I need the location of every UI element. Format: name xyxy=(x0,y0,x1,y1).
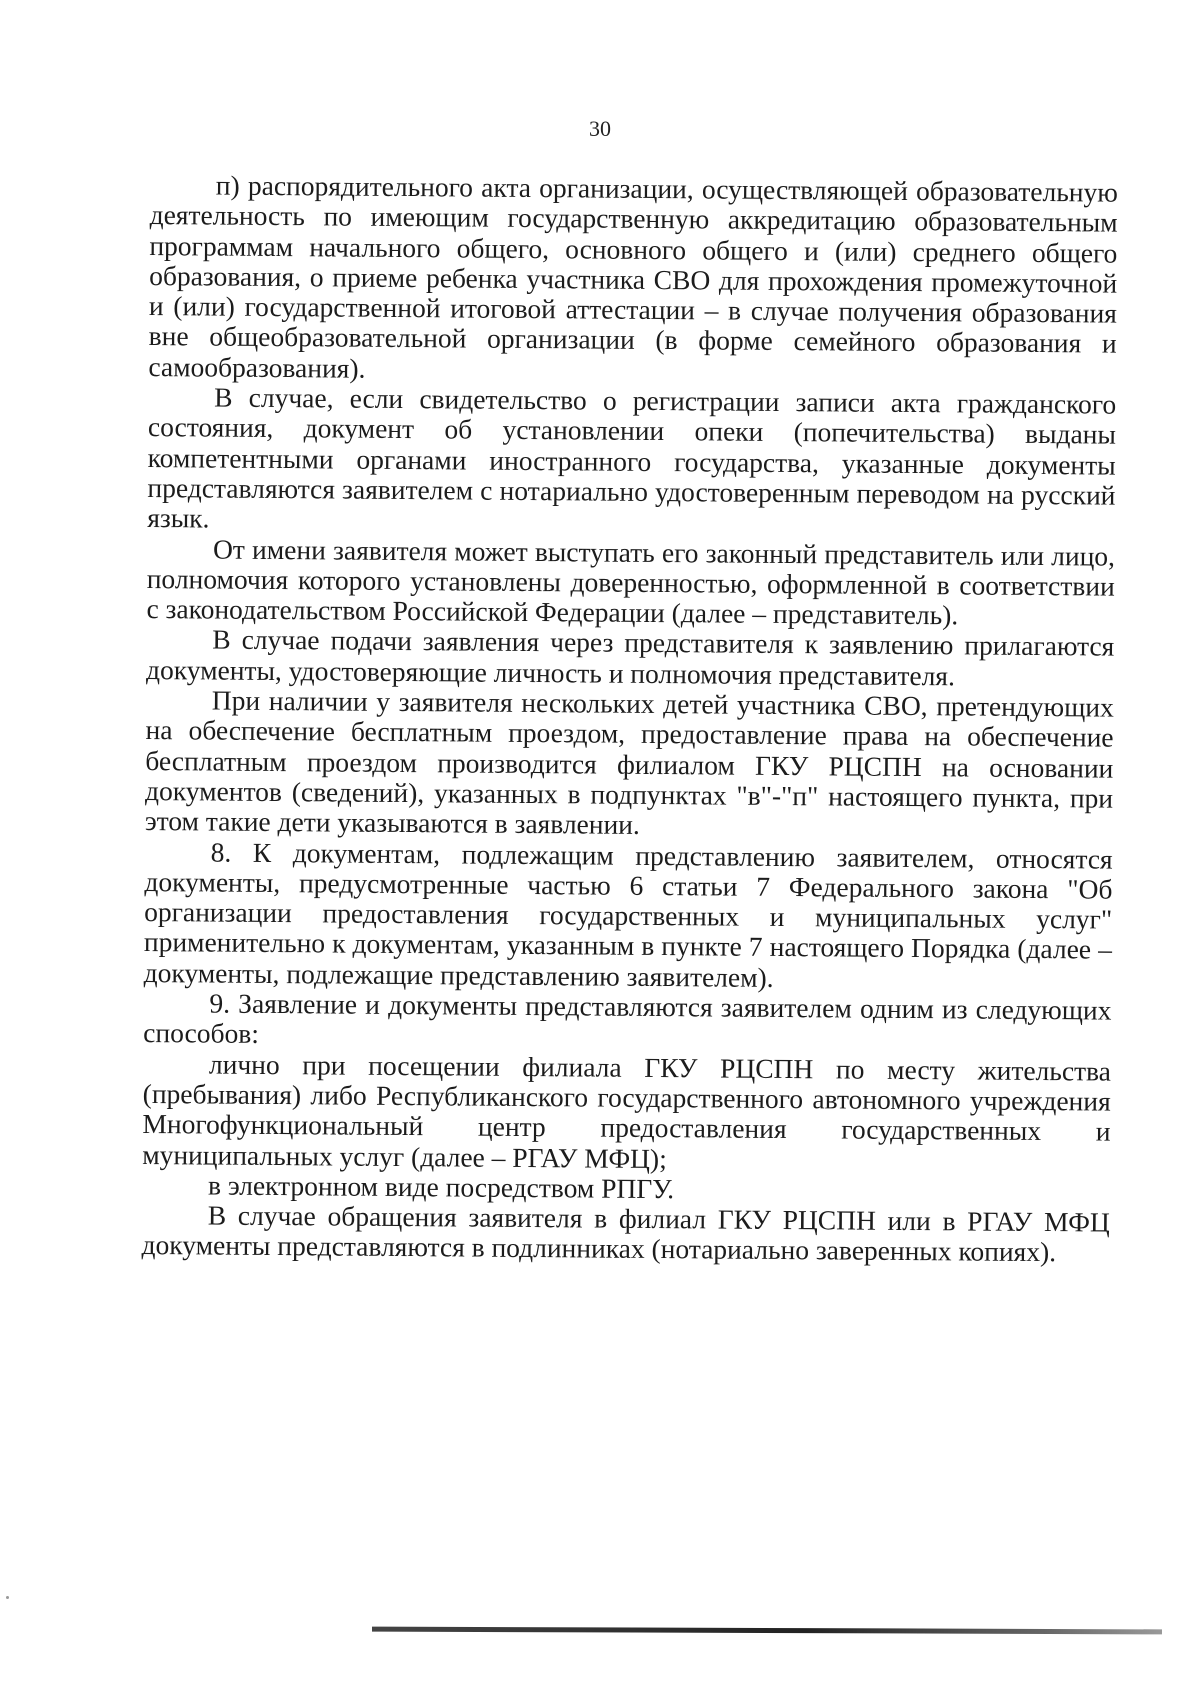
paragraph-several-children: При наличии у заявителя нескольких детей участника СВО, претендующих на обеспечение бесплатным проездом, предоставление права на обеспечение бесплатным проездом производится филиалом ГКУ РЦСПН на основании документов (сведений), указанных в подпунктах "в"-"п" настоящего пункта, при этом такие дети указываются в заявлении. xyxy=(144,684,1114,841)
paragraph-in-person: лично при посещении филиала ГКУ РЦСПН по месту жительства (пребывания) либо Республиканского государственного автономного учреждения Многофункциональный центр предоставления государственных и муниципальных услуг (далее – РГАУ МФЦ); xyxy=(142,1048,1112,1174)
paragraph-item-8: 8. К документам, подлежащим представлению заявителем, относятся документы, предусмотренные частью 6 статьи 7 Федерального закона "Об организации предоставления государственных и муниципальных услуг" применительно к документам, указанным в пункте 7 настоящего Порядка (далее – документы, подлежащие представлению заявителем). xyxy=(143,836,1113,993)
paragraph-representative: От имени заявителя может выступать его законный представитель или лицо, полномочия которого установлены доверенностью, оформленной в соответствии с законодательством Российской Федерации (далее – представитель). xyxy=(146,533,1116,631)
page-number: 30 xyxy=(589,116,611,141)
paragraph-electronic: в электронном виде посредством РПГУ. xyxy=(207,1169,675,1204)
scan-artifact xyxy=(6,1596,9,1599)
document-body xyxy=(141,170,1118,1268)
footer-rule xyxy=(372,1627,1162,1635)
paragraph-item-9: 9. Заявление и документы представляются заявителем одним из следующих способов: xyxy=(143,987,1112,1050)
paragraph-foreign-documents: В случае, если свидетельство о регистрации записи акта гражданского состояния, документ об установлении опеки (попечительства) выданы компетентными органами иностранного государства, указанные документы представляются заявителем с нотариально удостоверенным переводом на русский язык. xyxy=(147,381,1117,534)
paragraph-subitem-p: п) распорядительного акта организации, осуществляющей образовательную деятельность по имеющим государственную аккредитацию образовательным программам начального общего, основного общего и (или) среднего общего образования, о приеме ребенка участника СВО для прохождения промежуточной и (или) государственной итоговой аттестации – в случае получения образования вне общеобразовательной организации (в форме семейного образования и самообразования). xyxy=(148,169,1118,384)
paragraph-originals: В случае обращения заявителя в филиал ГКУ РЦСПН или в РГАУ МФЦ документы представляются в подлинниках (нотариально заверенных копиях). xyxy=(141,1199,1110,1268)
paragraph-representative-documents: В случае подачи заявления через представителя к заявлению прилагаются документы, удостоверяющие личность и полномочия представителя. xyxy=(145,623,1115,692)
